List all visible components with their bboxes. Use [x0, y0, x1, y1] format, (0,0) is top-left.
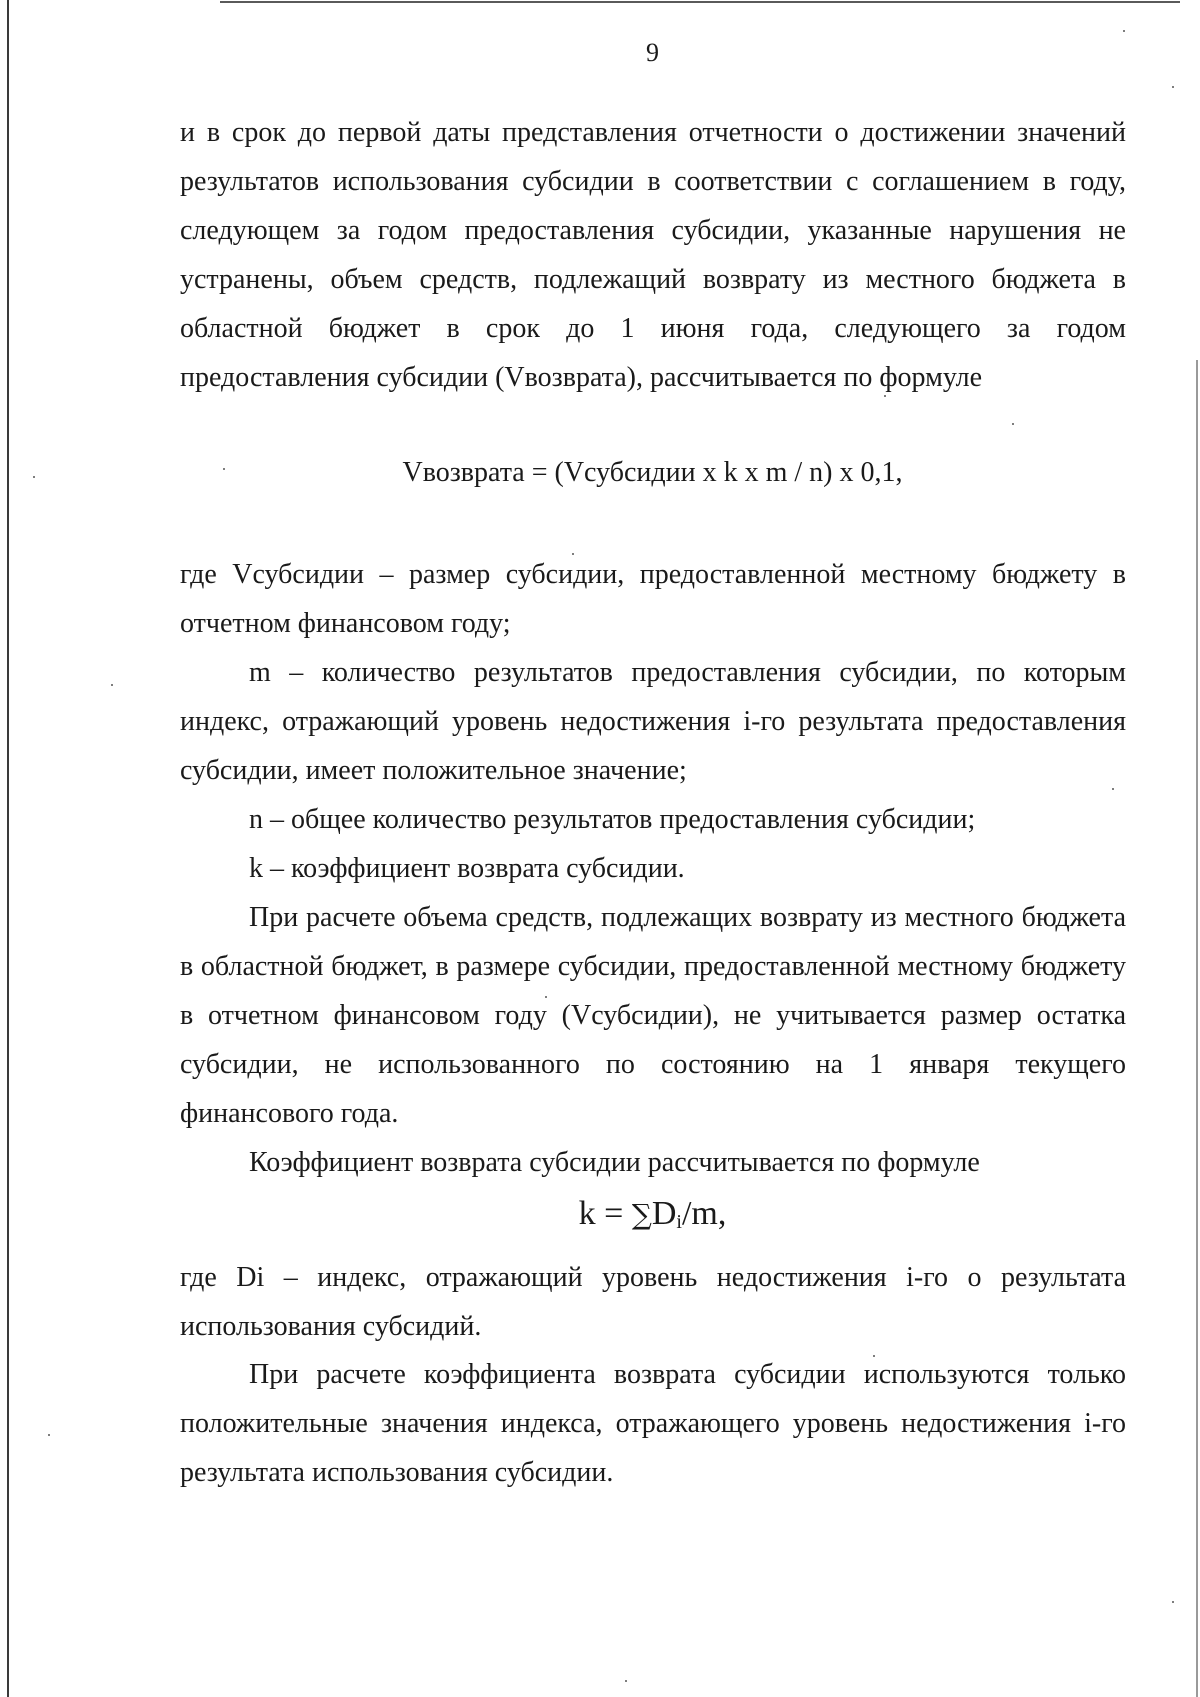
paragraph-m-definition: m – количество результатов предоставления субсидии, по которым индекс, отражающий уровень недостижения i-го результата предоставления субсидии, имеет положительное значение; — [180, 657, 1126, 786]
paragraph-calculation-note: При расчете объема средств, подлежащих возврату из местного бюджета в областной бюджет, в размере субсидии, предоставленной местному бюджету в отчетном финансовом году (Vсубсидии), не учитывается размер остатка субсидии, не использованного по состоянию на 1 января текущего финансового года. — [180, 902, 1126, 1129]
scan-border-left — [7, 0, 9, 1697]
paragraph-vsubsidy-definition: где Vсубсидии – размер субсидии, предоставленной местному бюджету в отчетном финансовом году; — [180, 559, 1126, 639]
scan-speck — [1172, 1601, 1174, 1603]
formula-coefficient — [0, 1195, 1200, 1234]
page-number: 9 — [646, 38, 659, 67]
formula-rhs: /m, — [681, 1195, 727, 1232]
paragraph-positive-values: При расчете коэффициента возврата субсидии используются только положительные значения индекса, отражающего уровень недостижения i-го результата использования субсидии. — [180, 1359, 1126, 1488]
paragraph-di-definition: где Di – индекс, отражающий уровень недостижения i-го о результата использования субсидий. — [180, 1262, 1126, 1342]
paragraph-coefficient-intro: Коэффициент возврата субсидии рассчитывается по формуле — [249, 1147, 980, 1178]
scan-speck — [48, 1434, 50, 1436]
scan-border-right — [1196, 360, 1198, 1697]
paragraph-n-definition: n – общее количество результатов предоставления субсидии; — [249, 804, 976, 835]
scan-speck — [1172, 86, 1174, 88]
scan-speck — [1012, 423, 1014, 425]
formula-d: D — [651, 1195, 677, 1232]
scan-border-top — [220, 1, 1180, 3]
scan-speck — [1123, 30, 1125, 32]
formula-lhs: k = — [578, 1195, 632, 1232]
paragraph-k-definition: k – коэффициент возврата субсидии. — [249, 853, 685, 884]
paragraph-intro: и в срок до первой даты представления отчетности о достижении значений результатов использования субсидии в соответствии с соглашением в году, следующем за годом предоставления субсидии, указанные нарушения не устранены, объем средств, подлежащий возврату из местного бюджета в областной бюджет в срок до 1 июня года, следующего за годом предоставления субсидии (Vвозврата), рассчитывается по формуле — [180, 117, 1126, 393]
scan-speck — [111, 684, 113, 686]
formula-subscript: i — [676, 1211, 682, 1233]
formula-refund-volume: Vвозврата = (Vсубсидии x k x m / n) x 0,1, — [402, 457, 903, 488]
scan-speck — [625, 1680, 627, 1682]
sum-symbol: ∑ — [631, 1198, 652, 1231]
